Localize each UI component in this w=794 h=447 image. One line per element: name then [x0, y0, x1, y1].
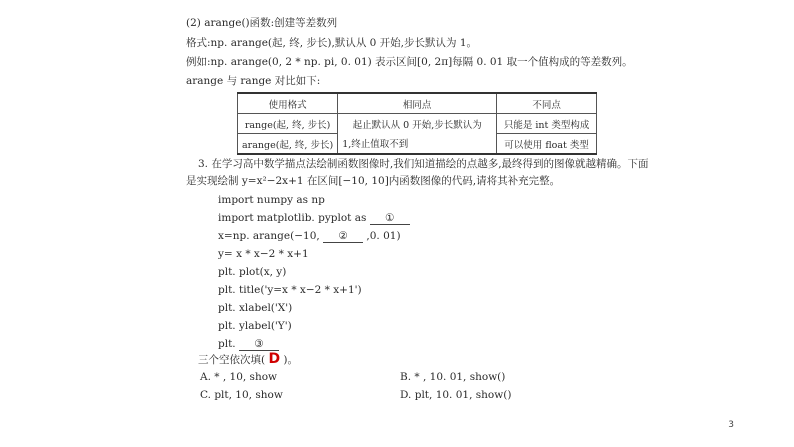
code-text: ,0. 01)	[366, 230, 401, 242]
answer-letter: D	[268, 351, 281, 367]
code-line	[218, 229, 401, 243]
code-line: plt. ylabel('Y')	[218, 320, 292, 332]
question-text-line1: 3. 在学习高中数学描点法绘制函数图像时,我们知道描绘的点越多,最终得到的图像就越精确。下面	[198, 158, 649, 170]
option-b: B. * , 10. 01, show()	[400, 371, 506, 383]
table-cell: range(起, 终, 步长)	[238, 114, 338, 134]
fill-prompt-text: )。	[283, 354, 299, 366]
code-line	[218, 337, 279, 351]
table-cell: arange(起, 终, 步长)	[238, 134, 338, 155]
table-header: 相同点	[338, 93, 497, 114]
option-a: A. * , 10, show	[200, 371, 278, 383]
code-text: plt.	[218, 338, 236, 350]
table-cell: 起止默认从 0 开始,步长默认为	[338, 114, 497, 134]
table-cell: 可以使用 float 类型	[497, 134, 597, 155]
table-header: 使用格式	[238, 93, 338, 114]
blank-1: ①	[370, 212, 410, 225]
table-header-row	[238, 93, 597, 114]
code-line: plt. title('y=x * x−2 * x+1')	[218, 284, 362, 296]
table-row	[238, 134, 597, 155]
option-d: D. plt, 10. 01, show()	[400, 389, 512, 401]
code-line	[218, 211, 410, 225]
fill-prompt-text: 三个空依次填(	[198, 354, 266, 366]
comparison-table	[237, 92, 597, 155]
table-cell: 1,终止值取不到	[338, 134, 497, 155]
question-text-line2: 是实现绘制 y=x²−2x+1 在区间[−10, 10]内函数图像的代码,请将其补充完整。	[186, 175, 561, 187]
table-row	[238, 114, 597, 134]
page-number: 3	[728, 420, 734, 430]
arange-example: 例如:np. arange(0, 2 * np. pi, 0. 01) 表示区间[0, 2π]每隔 0. 01 取一个值构成的等差数列。	[186, 56, 633, 68]
section-title: (2) arange()函数:创建等差数列	[186, 17, 338, 29]
table-header: 不同点	[497, 93, 597, 114]
code-line: plt. xlabel('X')	[218, 302, 293, 314]
code-text: import matplotlib. pyplot as	[218, 212, 367, 224]
arange-format: 格式:np. arange(起, 终, 步长),默认从 0 开始,步长默认为 1。	[186, 37, 478, 49]
option-c: C. plt, 10, show	[200, 389, 283, 401]
code-line: import numpy as np	[218, 194, 325, 206]
code-text: x=np. arange(−10,	[218, 230, 320, 242]
blank-2: ②	[323, 230, 363, 243]
compare-intro: arange 与 range 对比如下:	[186, 75, 321, 87]
table-cell: 只能是 int 类型构成	[497, 114, 597, 134]
code-line: plt. plot(x, y)	[218, 266, 287, 278]
fill-prompt	[198, 352, 298, 367]
blank-3: ③	[239, 338, 279, 351]
code-line: y= x * x−2 * x+1	[218, 248, 309, 260]
